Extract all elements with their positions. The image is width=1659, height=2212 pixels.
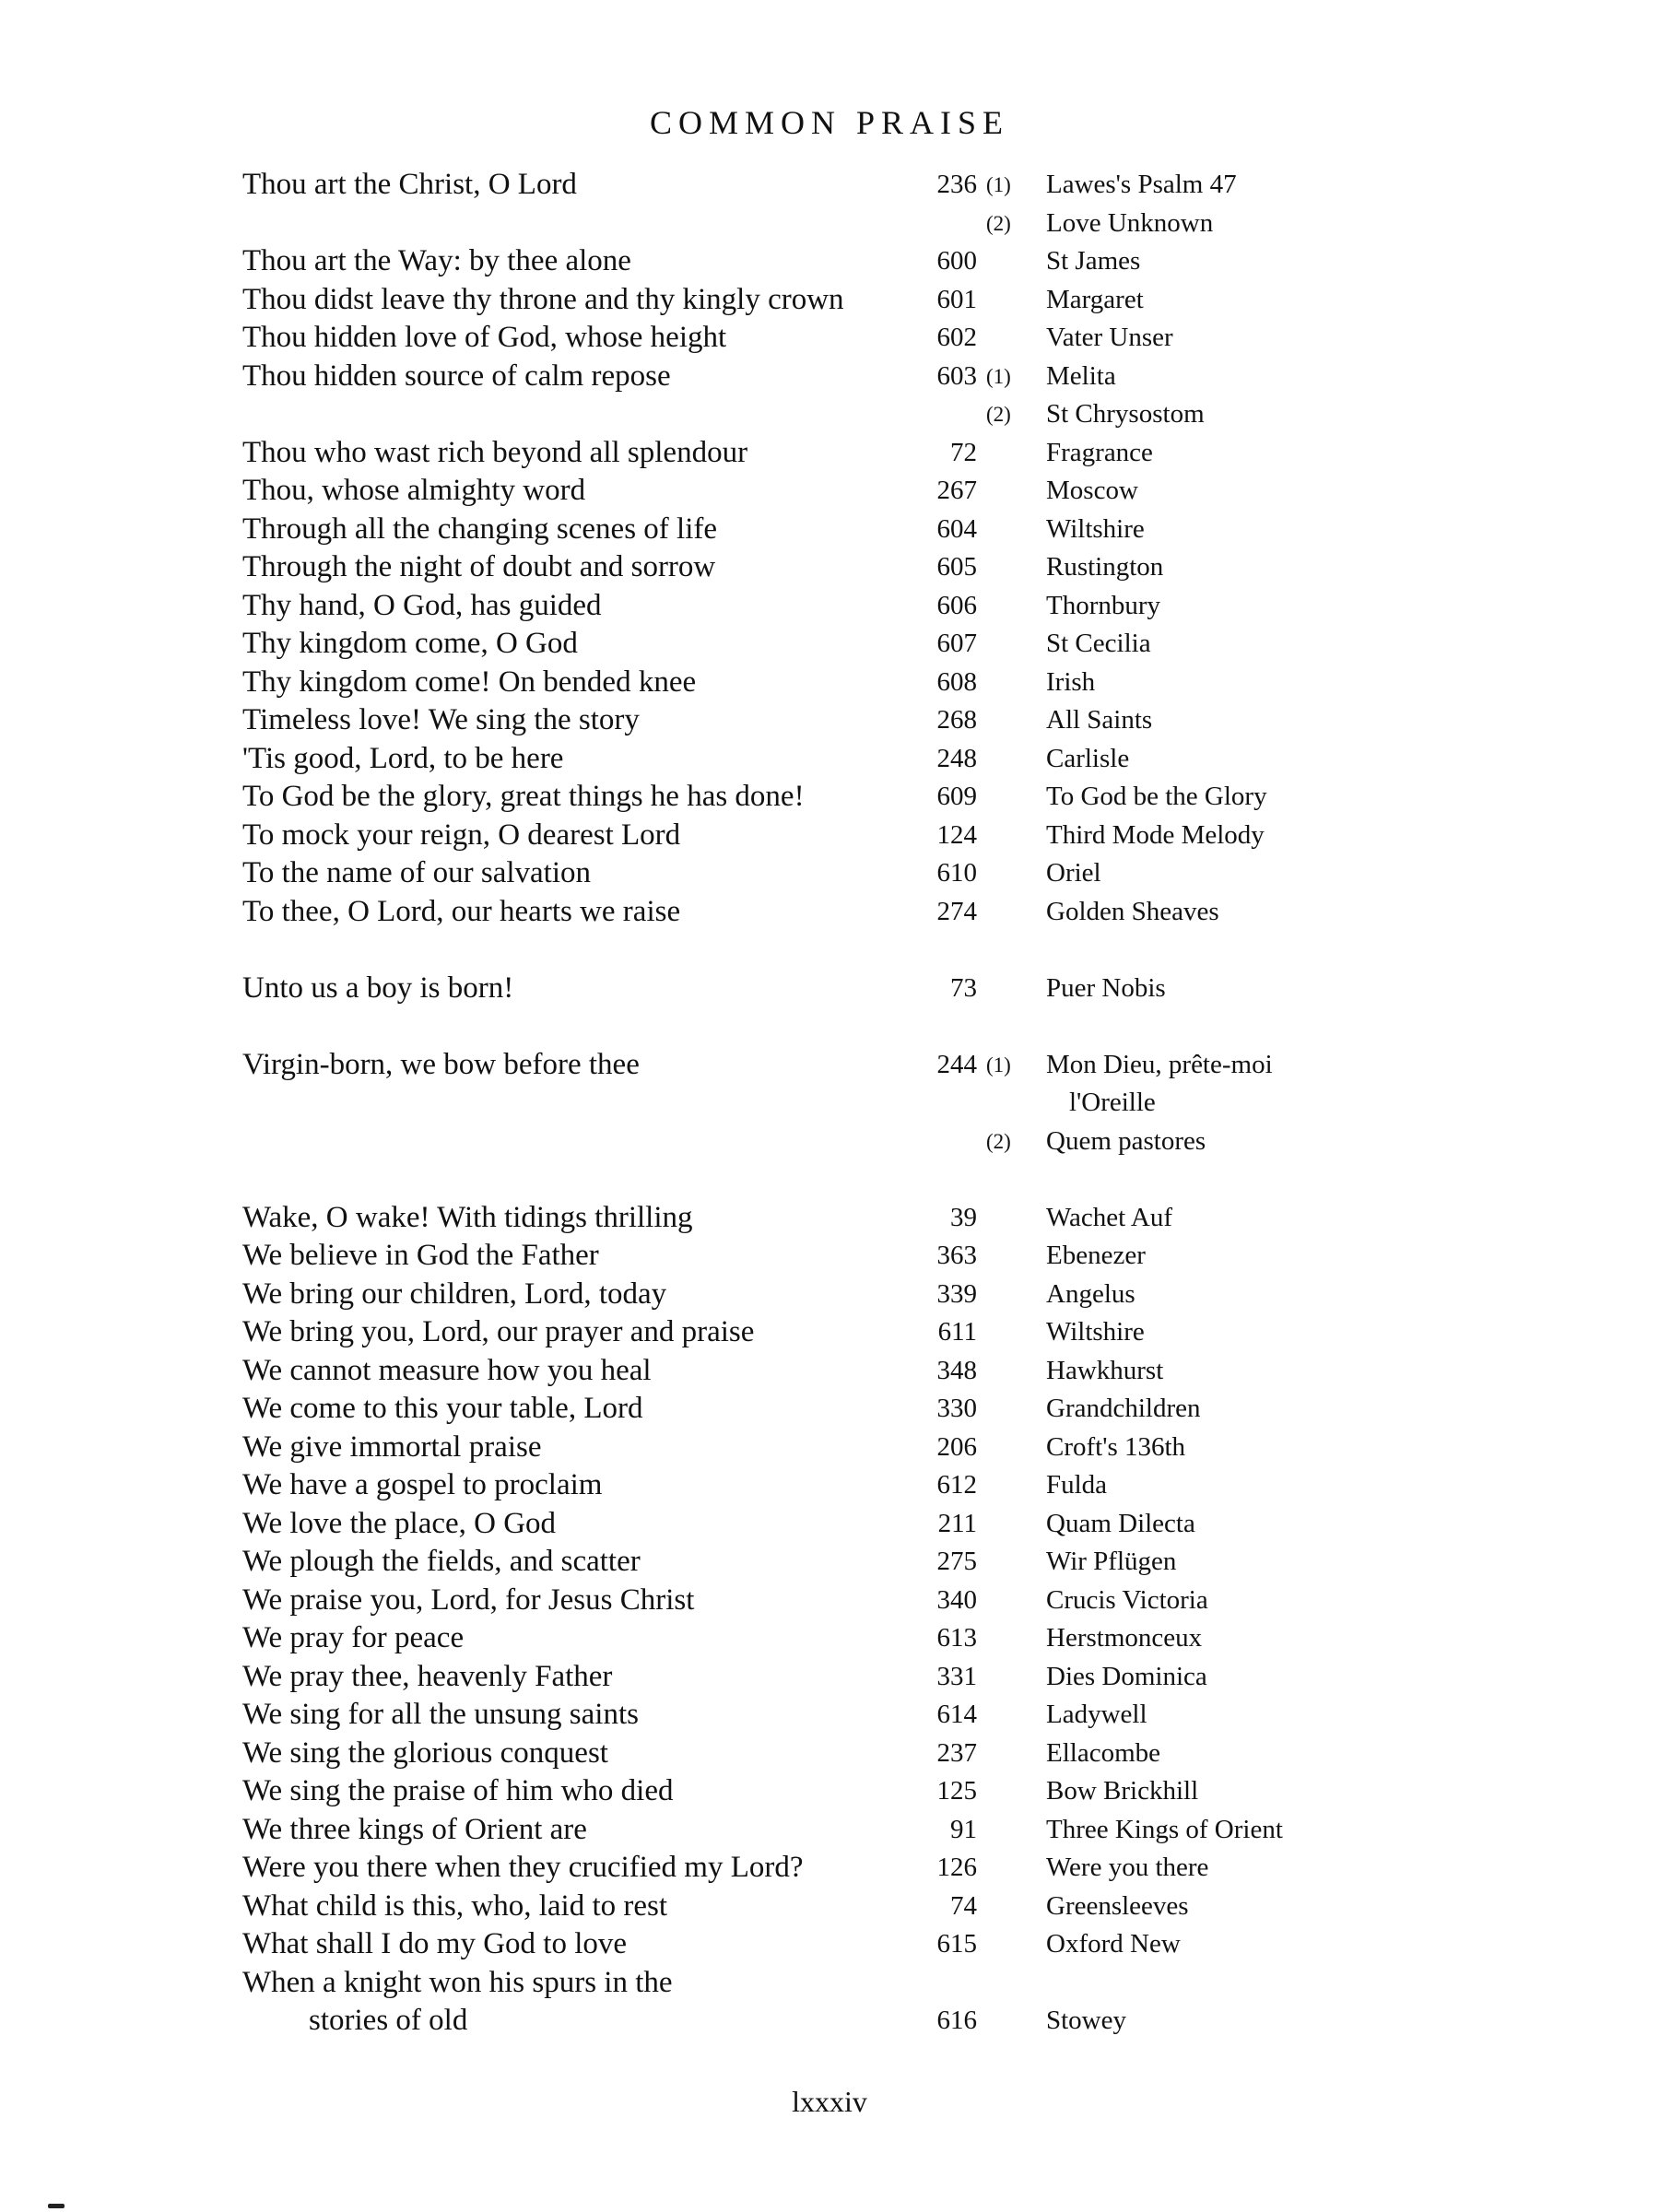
tune-alternative: (1)	[986, 364, 1011, 388]
index-entry	[0, 1888, 1659, 1926]
tune-name: Crucis Victoria	[1046, 1584, 1208, 1615]
index-entry	[0, 1772, 1659, 1811]
hymn-number: 73	[950, 972, 977, 1003]
tune-name: Lawes's Psalm 47	[1046, 170, 1237, 199]
hymn-number: 248	[936, 743, 977, 773]
index-entry	[0, 511, 1659, 549]
index-entry	[0, 1964, 1659, 2003]
first-line: We pray for peace	[242, 1621, 465, 1654]
first-line: Timeless love! We sing the story	[242, 703, 640, 736]
first-line: We plough the fields, and scatter	[242, 1545, 641, 1578]
index-entry	[0, 205, 1659, 243]
hymn-number: 126	[936, 1853, 977, 1882]
tune-name: St Cecilia	[1046, 629, 1151, 658]
first-line: Thou, whose almighty word	[242, 474, 586, 507]
first-line: To thee, O Lord, our hearts we raise	[242, 894, 681, 928]
first-line: We love the place, O God	[242, 1506, 557, 1540]
first-line: What shall I do my God to love	[242, 1927, 628, 1960]
index-entry	[0, 2002, 1659, 2041]
tune-name: Dies Dominica	[1046, 1661, 1207, 1691]
tune-name: Love Unknown	[1046, 207, 1214, 238]
tune-name: Third Mode Melody	[1046, 819, 1265, 850]
tune-name: Hawkhurst	[1046, 1355, 1164, 1385]
hymn-number: 601	[936, 284, 977, 314]
first-line: 'Tis good, Lord, to be here	[242, 741, 564, 775]
hymn-number: 348	[936, 1355, 977, 1385]
tune-name: Bow Brickhill	[1046, 1776, 1199, 1806]
index-entry	[0, 893, 1659, 932]
first-line: Thou hidden source of calm repose	[242, 359, 671, 393]
index-entry	[0, 395, 1659, 434]
index-entry	[0, 281, 1659, 320]
first-line: We pray thee, heavenly Father	[242, 1659, 613, 1693]
tune-name: Fulda	[1046, 1470, 1108, 1500]
index-entry	[0, 1237, 1659, 1276]
index-entry	[0, 1505, 1659, 1544]
first-line: Thou art the Christ, O Lord	[242, 168, 577, 201]
hymn-number: 91	[950, 1814, 977, 1844]
tune-name: Oriel	[1046, 858, 1101, 888]
index-entry	[0, 319, 1659, 358]
tune-name: Greensleeves	[1046, 1890, 1189, 1921]
index-entry	[0, 434, 1659, 473]
index-entry	[0, 664, 1659, 702]
tune-name: All Saints	[1046, 705, 1153, 735]
tune-name: Puer Nobis	[1046, 972, 1166, 1003]
tune-name: Ladywell	[1046, 1700, 1147, 1729]
first-line: When a knight won his spurs in the	[242, 1965, 673, 1999]
index-entry	[0, 625, 1659, 664]
index-entry	[0, 1582, 1659, 1620]
hymn-number: 74	[950, 1890, 977, 1921]
tune-name: Thornbury	[1046, 590, 1161, 620]
index-entry	[0, 242, 1659, 281]
first-line: Thou didst leave thy throne and thy kingly crown	[242, 282, 844, 316]
tune-name: Were you there	[1046, 1853, 1209, 1882]
index-entry	[0, 1811, 1659, 1850]
hymn-number: 612	[936, 1470, 977, 1500]
hymn-number: 609	[936, 782, 977, 811]
index-entry	[0, 1276, 1659, 1314]
tune-name: Three Kings of Orient	[1046, 1814, 1283, 1844]
first-line: Thy kingdom come! On bended knee	[242, 665, 697, 699]
index-entry	[0, 970, 1659, 1008]
hymn-number: 72	[950, 437, 977, 467]
index-entry	[0, 1543, 1659, 1582]
index-entry	[0, 854, 1659, 893]
hymn-number: 605	[936, 552, 977, 582]
tune-name: Mon Dieu, prête-moi	[1046, 1049, 1273, 1079]
tune-name: Stowey	[1046, 2006, 1126, 2035]
index-entry	[0, 548, 1659, 587]
tune-name: Croft's 136th	[1046, 1431, 1186, 1462]
index-entry	[0, 1084, 1659, 1123]
tune-name: Rustington	[1046, 552, 1164, 582]
tune-name: Herstmonceux	[1046, 1623, 1203, 1653]
index-entry	[0, 1696, 1659, 1735]
first-line: We come to this your table, Lord	[242, 1392, 643, 1425]
first-line: We bring you, Lord, our prayer and praise	[242, 1315, 755, 1348]
index-entry	[0, 1619, 1659, 1658]
first-line: We sing the praise of him who died	[242, 1774, 674, 1807]
hymn-number: 237	[936, 1737, 977, 1768]
tune-name: Vater Unser	[1046, 323, 1173, 352]
hymn-number: 244	[936, 1049, 977, 1079]
first-line: We sing for all the unsung saints	[242, 1698, 639, 1731]
first-line: Wake, O wake! With tidings thrilling	[242, 1200, 693, 1234]
tune-alternative: (2)	[986, 211, 1011, 235]
hymn-number: 608	[936, 666, 977, 697]
first-line: We sing the glorious conquest	[242, 1735, 608, 1770]
hymn-number: 125	[936, 1776, 977, 1806]
hymn-number: 124	[936, 819, 977, 850]
index-entry	[0, 1313, 1659, 1352]
hymn-number: 610	[936, 858, 977, 888]
hymn-number: 616	[936, 2006, 977, 2035]
section-gap	[0, 1160, 1659, 1199]
hymn-number: 274	[936, 896, 977, 926]
first-line: We have a gospel to proclaim	[242, 1468, 603, 1501]
first-line: Thou hidden love of God, whose height	[242, 321, 727, 354]
scan-mark	[48, 2204, 65, 2208]
hymn-number: 267	[936, 476, 977, 505]
tune-name: Oxford New	[1046, 1929, 1181, 1959]
tune-name: Ellacombe	[1046, 1737, 1161, 1768]
first-line: We three kings of Orient are	[242, 1812, 587, 1846]
index-entry	[0, 1352, 1659, 1391]
hymn-number: 211	[937, 1508, 977, 1538]
hymn-number: 236	[936, 170, 977, 199]
index-entry	[0, 166, 1659, 205]
tune-name: St Chrysostom	[1046, 399, 1205, 429]
hymn-number: 614	[936, 1700, 977, 1729]
index-entry	[0, 1199, 1659, 1238]
index-entry	[0, 1046, 1659, 1085]
first-line: We cannot measure how you heal	[242, 1353, 652, 1387]
index-entry	[0, 1429, 1659, 1467]
first-line: Through the night of doubt and sorrow	[242, 550, 716, 583]
index-entry	[0, 1390, 1659, 1429]
hymn-number: 268	[936, 705, 977, 735]
section-gap	[0, 1007, 1659, 1046]
tune-name: Angelus	[1046, 1278, 1135, 1309]
index-entry	[0, 1735, 1659, 1773]
index-entry	[0, 358, 1659, 396]
first-line: Thy hand, O God, has guided	[242, 588, 602, 622]
first-line: To mock your reign, O dearest Lord	[242, 818, 681, 852]
tune-name: Golden Sheaves	[1046, 896, 1219, 926]
tune-name: Quem pastores	[1046, 1125, 1206, 1156]
first-line: What child is this, who, laid to rest	[242, 1888, 668, 1923]
index-entry	[0, 587, 1659, 626]
hymn-number: 611	[937, 1317, 977, 1347]
first-line: To the name of our salvation	[242, 856, 592, 889]
index-entry	[0, 1466, 1659, 1505]
tune-name: Quam Dilecta	[1046, 1508, 1195, 1538]
index-entry	[0, 1925, 1659, 1964]
hymn-number: 602	[936, 323, 977, 352]
tune-alternative: (1)	[986, 1053, 1011, 1077]
tune-name: Moscow	[1046, 476, 1138, 505]
first-line: stories of old	[309, 2004, 468, 2037]
hymn-number: 39	[950, 1202, 977, 1232]
first-line: We give immortal praise	[242, 1430, 542, 1464]
first-line: We believe in God the Father	[242, 1239, 599, 1272]
tune-name: To God be the Glory	[1046, 782, 1267, 811]
tune-name: St James	[1046, 246, 1141, 276]
tune-name: Wiltshire	[1046, 513, 1145, 544]
tune-name: Melita	[1046, 360, 1116, 391]
tune-name: Wiltshire	[1046, 1317, 1145, 1347]
hymn-number: 363	[936, 1241, 977, 1270]
section-gap	[0, 931, 1659, 970]
hymn-number: 613	[936, 1623, 977, 1653]
hymn-number: 600	[936, 246, 977, 276]
index-entry	[0, 817, 1659, 855]
first-line: Thy kingdom come, O God	[242, 627, 578, 660]
hymn-number: 604	[936, 513, 977, 544]
first-line: Virgin-born, we bow before thee	[242, 1047, 640, 1081]
first-line: Thou who wast rich beyond all splendour	[242, 435, 748, 469]
hymn-number: 330	[936, 1394, 977, 1423]
index-entry	[0, 1123, 1659, 1161]
first-line: Thou art the Way: by thee alone	[242, 244, 631, 277]
first-line: Through all the changing scenes of life	[242, 512, 717, 546]
index-entry	[0, 472, 1659, 511]
tune-name: Wachet Auf	[1046, 1202, 1172, 1232]
tune-name: Margaret	[1046, 284, 1144, 314]
tune-alternative: (2)	[986, 403, 1011, 426]
page-number: lxxxiv	[792, 2085, 867, 2118]
first-line: Were you there when they crucified my Lord?	[242, 1851, 804, 1884]
index-entry	[0, 701, 1659, 740]
hymn-number: 339	[936, 1278, 977, 1309]
hymn-number: 603	[936, 360, 977, 391]
tune-name: Wir Pflügen	[1046, 1547, 1177, 1576]
tune-name: Fragrance	[1046, 437, 1153, 467]
hymn-number: 606	[936, 590, 977, 620]
index-entry	[0, 740, 1659, 779]
hymn-number: 331	[936, 1661, 977, 1691]
index-entry	[0, 778, 1659, 817]
tune-name: l'Oreille	[1069, 1088, 1156, 1117]
hymn-number: 340	[936, 1584, 977, 1615]
first-line: Unto us a boy is born!	[242, 971, 514, 1005]
page-header: COMMON PRAISE	[649, 104, 1010, 141]
first-line: To God be the glory, great things he has done!	[242, 780, 805, 813]
hymn-number: 275	[936, 1547, 977, 1576]
hymn-number: 607	[936, 629, 977, 658]
first-line: We bring our children, Lord, today	[242, 1277, 667, 1311]
tune-alternative: (1)	[986, 173, 1011, 196]
first-line: We praise you, Lord, for Jesus Christ	[242, 1583, 695, 1617]
tune-name: Grandchildren	[1046, 1394, 1201, 1423]
hymn-number: 615	[936, 1929, 977, 1959]
hymn-index-list	[0, 166, 1659, 2041]
hymn-number: 206	[936, 1431, 977, 1462]
tune-name: Carlisle	[1046, 743, 1130, 773]
index-entry	[0, 1849, 1659, 1888]
tune-name: Ebenezer	[1046, 1241, 1146, 1270]
tune-alternative: (2)	[986, 1129, 1011, 1153]
tune-name: Irish	[1046, 666, 1096, 697]
index-entry	[0, 1658, 1659, 1697]
